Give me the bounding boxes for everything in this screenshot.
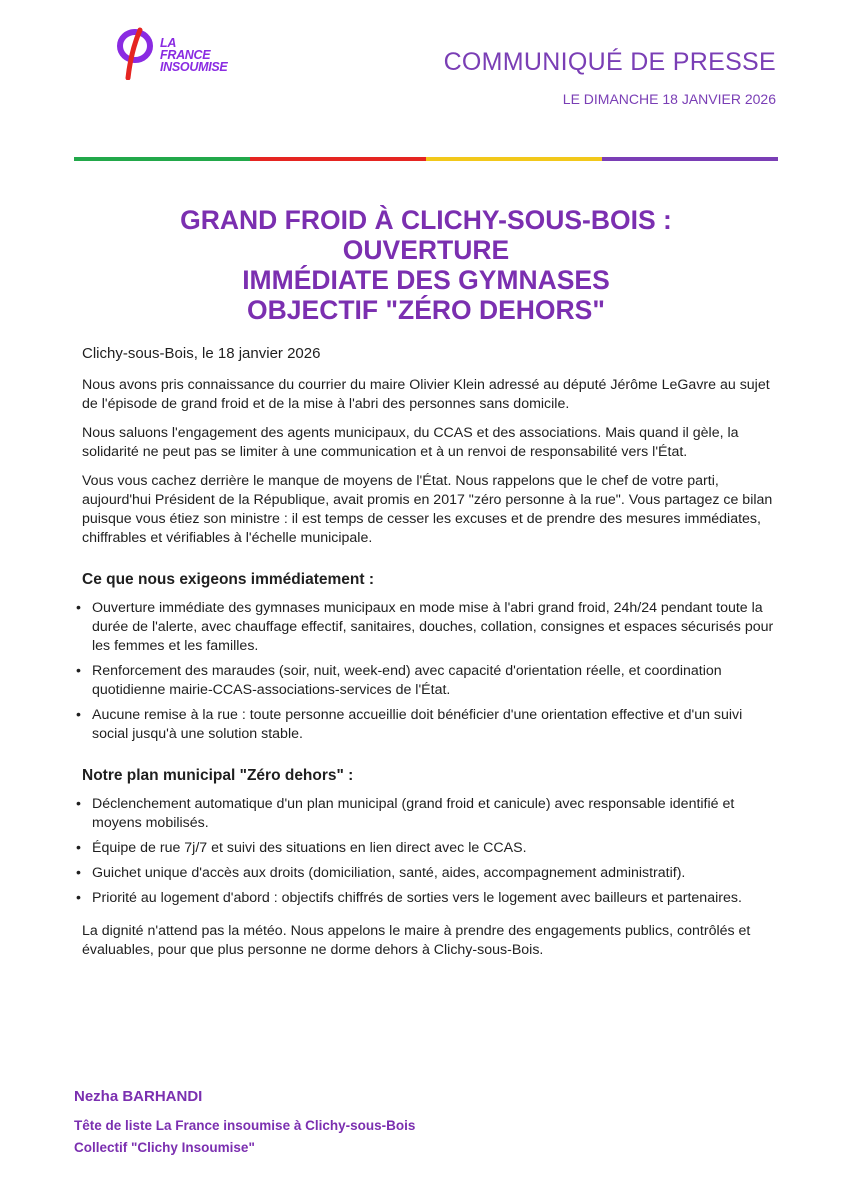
divider-segment-red	[250, 157, 426, 161]
lfi-logo	[114, 24, 228, 80]
headline	[74, 205, 778, 325]
headline-line: OBJECTIF "ZÉRO DEHORS"	[247, 295, 605, 325]
body-content	[76, 344, 782, 970]
bullet-icon: •	[76, 707, 81, 723]
paragraph: Nous saluons l'engagement des agents municipaux, du CCAS et des associations. Mais quand il gèle, la solidarité ne peut pas se limiter à une communication et à un renvoi de responsabilité vers l'État.	[82, 425, 739, 460]
bullet-icon: •	[76, 663, 81, 679]
logo-line-3: INSOUMISE	[160, 60, 228, 74]
section-heading-plan: Notre plan municipal "Zéro dehors" :	[82, 767, 354, 784]
logo-wordmark	[160, 37, 227, 73]
headline-line: IMMÉDIATE DES GYMNASES	[242, 265, 610, 295]
list-item: • Déclenchement automatique d'un plan municipal (grand froid et canicule) avec responsable identifié et moyens mobilisés.	[76, 796, 735, 831]
signatory-title: Tête de liste La France insoumise à Clichy-sous-Bois	[74, 1118, 416, 1133]
list-item: • Priorité au logement d'abord : objectifs chiffrés de sorties vers le logement avec bailleurs et partenaires.	[76, 890, 742, 906]
signatory-collective: Collectif "Clichy Insoumise"	[74, 1140, 255, 1155]
phi-logo-icon	[114, 24, 160, 80]
bullet-icon: •	[76, 796, 81, 812]
list-item: • Équipe de rue 7j/7 et suivi des situations en lien direct avec le CCAS.	[76, 840, 527, 856]
section-heading-demands: Ce que nous exigeons immédiatement :	[82, 571, 374, 588]
press-release-date: LE DIMANCHE 18 JANVIER 2026	[562, 91, 776, 107]
list-item: • Renforcement des maraudes (soir, nuit, week-end) avec capacité d'orientation réelle, et coordination quotidienne mairie-CCAS-associations-services de l'État.	[76, 663, 722, 698]
logo-line-1: LA	[160, 36, 177, 50]
bullet-icon: •	[76, 840, 81, 856]
demands-list	[76, 599, 782, 744]
headline-line: OUVERTURE	[342, 235, 510, 265]
divider-segment-green	[74, 157, 250, 161]
list-item: • Aucune remise à la rue : toute personne accueillie doit bénéficier d'une orientation effective et d'un suivi social jusqu'à une solution stable.	[76, 707, 743, 742]
bullet-icon: •	[76, 890, 81, 906]
list-item: • Ouverture immédiate des gymnases municipaux en mode mise à l'abri grand froid, 24h/24 pendant toute la durée de l'alerte, avec chauffage effectif, sanitaires, douches, collation, consignes et espaces sécurisés pour les femmes et les familles.	[76, 600, 774, 654]
paragraph: Nous avons pris connaissance du courrier du maire Olivier Klein adressé au député Jérôme LeGavre au sujet de l'épisode de grand froid et de la mise à l'abri des personnes sans domicile.	[82, 377, 770, 412]
plan-list	[76, 795, 782, 908]
closing-paragraph: La dignité n'attend pas la météo. Nous appelons le maire à prendre des engagements publics, contrôlés et évaluables, pour que plus personne ne dorme dehors à Clichy-sous-Bois.	[82, 923, 751, 958]
signature-block	[74, 1088, 415, 1159]
press-release-title: COMMUNIQUÉ DE PRESSE	[443, 48, 776, 76]
divider-segment-yellow	[426, 157, 602, 161]
paragraph: Vous vous cachez derrière le manque de moyens de l'État. Nous rappelons que le chef de votre parti, aujourd'hui Président de la République, avait promis en 2017 "zéro personne à la rue". Vous partagez ce bilan puisque vous étiez son ministre : il est temps de cesser les excuses et de prendre des mesures immédiates, chiffrables et vérifiables à l'échelle municipale.	[82, 473, 773, 546]
list-item: • Guichet unique d'accès aux droits (domiciliation, santé, aides, accompagnement administratif).	[76, 865, 686, 881]
logo-line-2: FRANCE	[160, 48, 211, 62]
tricolor-divider	[74, 157, 778, 161]
signatory-name: Nezha BARHANDI	[74, 1088, 203, 1105]
headline-line: GRAND FROID À CLICHY-SOUS-BOIS :	[180, 205, 672, 235]
bullet-icon: •	[76, 865, 81, 881]
dateline: Clichy-sous-Bois, le 18 janvier 2026	[82, 345, 321, 362]
divider-segment-purple	[602, 157, 778, 161]
bullet-icon: •	[76, 600, 81, 616]
